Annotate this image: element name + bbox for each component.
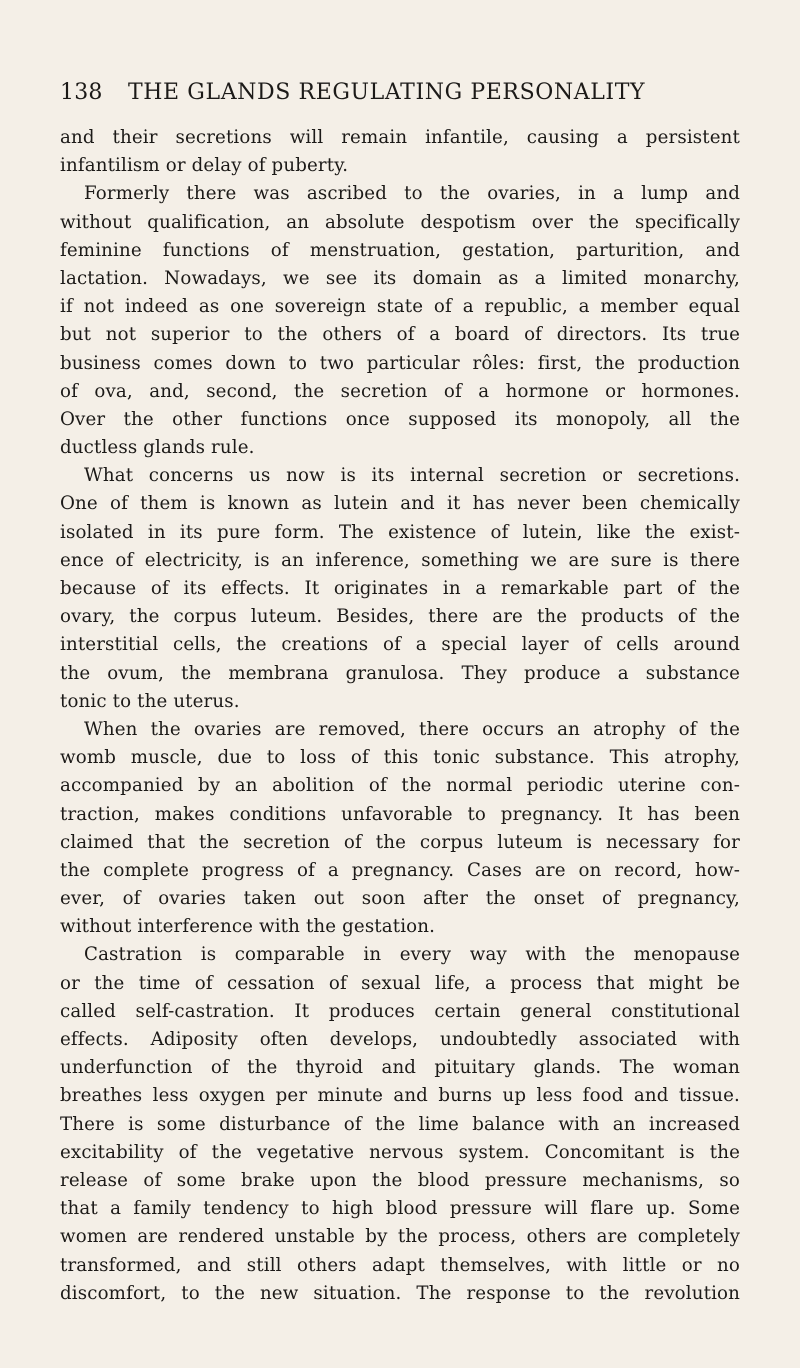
text-line: ductless glands rule.: [60, 437, 255, 459]
text-line: traction, makes conditions unfavorable to pregnancy. It has been: [60, 803, 740, 825]
text-line: discomfort, to the new situation. The response to the revolution: [60, 1282, 740, 1304]
text-line: breathes less oxygen per minute and burns up less food and tissue.: [60, 1085, 740, 1107]
text-line: ence of electricity, is an inference, something we are sure is there: [60, 549, 740, 571]
text-line: transformed, and still others adapt themselves, with little or no: [60, 1254, 740, 1276]
text-line: interstitial cells, the creations of a special layer of cells around: [60, 634, 740, 656]
text-line: because of its effects. It originates in a remarkable part of the: [60, 578, 740, 599]
text-line: Over the other functions once supposed its monopoly, all the: [60, 408, 740, 430]
text-line: feminine functions of menstruation, gestation, parturition, and: [60, 239, 740, 261]
paragraph: [60, 716, 740, 942]
text-line: lactation. Nowadays, we see its domain as a limited monarchy,: [60, 267, 740, 289]
text-line: tonic to the uterus.: [60, 690, 240, 712]
paragraph: [60, 124, 740, 180]
text-line: There is some disturbance of the lime balance with an increased: [60, 1113, 740, 1135]
text-line: claimed that the secretion of the corpus luteum is necessary for: [60, 831, 740, 853]
text-line: Castration is comparable in every way with the menopause: [84, 944, 740, 966]
text-line: ever, of ovaries taken out soon after the onset of pregnancy,: [60, 888, 740, 910]
text-line: womb muscle, due to loss of this tonic substance. This atrophy,: [60, 747, 740, 769]
text-line: called self-castration. It produces certain general constitutional: [60, 1000, 740, 1022]
text-line: ovary, the corpus luteum. Besides, there are the products of the: [60, 606, 740, 628]
text-line: but not superior to the others of a board of directors. Its true: [60, 324, 740, 346]
running-head: [60, 80, 740, 110]
text-line: women are rendered unstable by the process, others are completely: [60, 1226, 740, 1248]
text-line: excitability of the vegetative nervous system. Concomitant is the: [60, 1141, 740, 1163]
text-line: Formerly there was ascribed to the ovaries, in a lump and: [84, 183, 740, 205]
text-line: without interference with the gestation.: [60, 916, 436, 938]
text-line: of ova, and, second, the secretion of a hormone or hormones.: [60, 380, 740, 402]
text-line: business comes down to two particular rôles: first, the production: [60, 352, 740, 374]
text-line: When the ovaries are removed, there occurs an atrophy of the: [84, 718, 740, 740]
text-line: One of them is known as lutein and it has never been chemically: [60, 493, 740, 515]
text-line: that a family tendency to high blood pressure will flare up. Some: [60, 1198, 740, 1220]
running-title: THE GLANDS REGULATING PERSONALITY: [128, 80, 646, 105]
text-line: effects. Adiposity often develops, undoubtedly associated with: [60, 1029, 740, 1050]
text-line: if not indeed as one sovereign state of a republic, a member equal: [60, 296, 740, 318]
text-line: the complete progress of a pregnancy. Cases are on record, how-: [60, 859, 740, 881]
text-line: or the time of cessation of sexual life, a process that might be: [60, 972, 740, 994]
page-number: 138: [60, 80, 103, 105]
text-line: accompanied by an abolition of the normal periodic uterine con-: [60, 775, 740, 797]
body-text: [60, 124, 740, 1308]
text-line: the ovum, the membrana granulosa. They produce a substance: [60, 662, 740, 684]
text-line: underfunction of the thyroid and pituitary glands. The woman: [60, 1057, 740, 1079]
text-line: infantilism or delay of puberty.: [60, 155, 349, 177]
paragraph: [60, 462, 740, 716]
text-line: What concerns us now is its internal secretion or secretions.: [84, 465, 740, 487]
paragraph: [60, 941, 740, 1307]
paragraph: [60, 180, 740, 462]
text-line: isolated in its pure form. The existence of lutein, like the exist-: [60, 521, 740, 543]
text-line: and their secretions will remain infantile, causing a persistent: [60, 127, 740, 148]
text-line: without qualification, an absolute despotism over the specifically: [60, 211, 740, 233]
text-line: release of some brake upon the blood pressure mechanisms, so: [60, 1169, 740, 1191]
